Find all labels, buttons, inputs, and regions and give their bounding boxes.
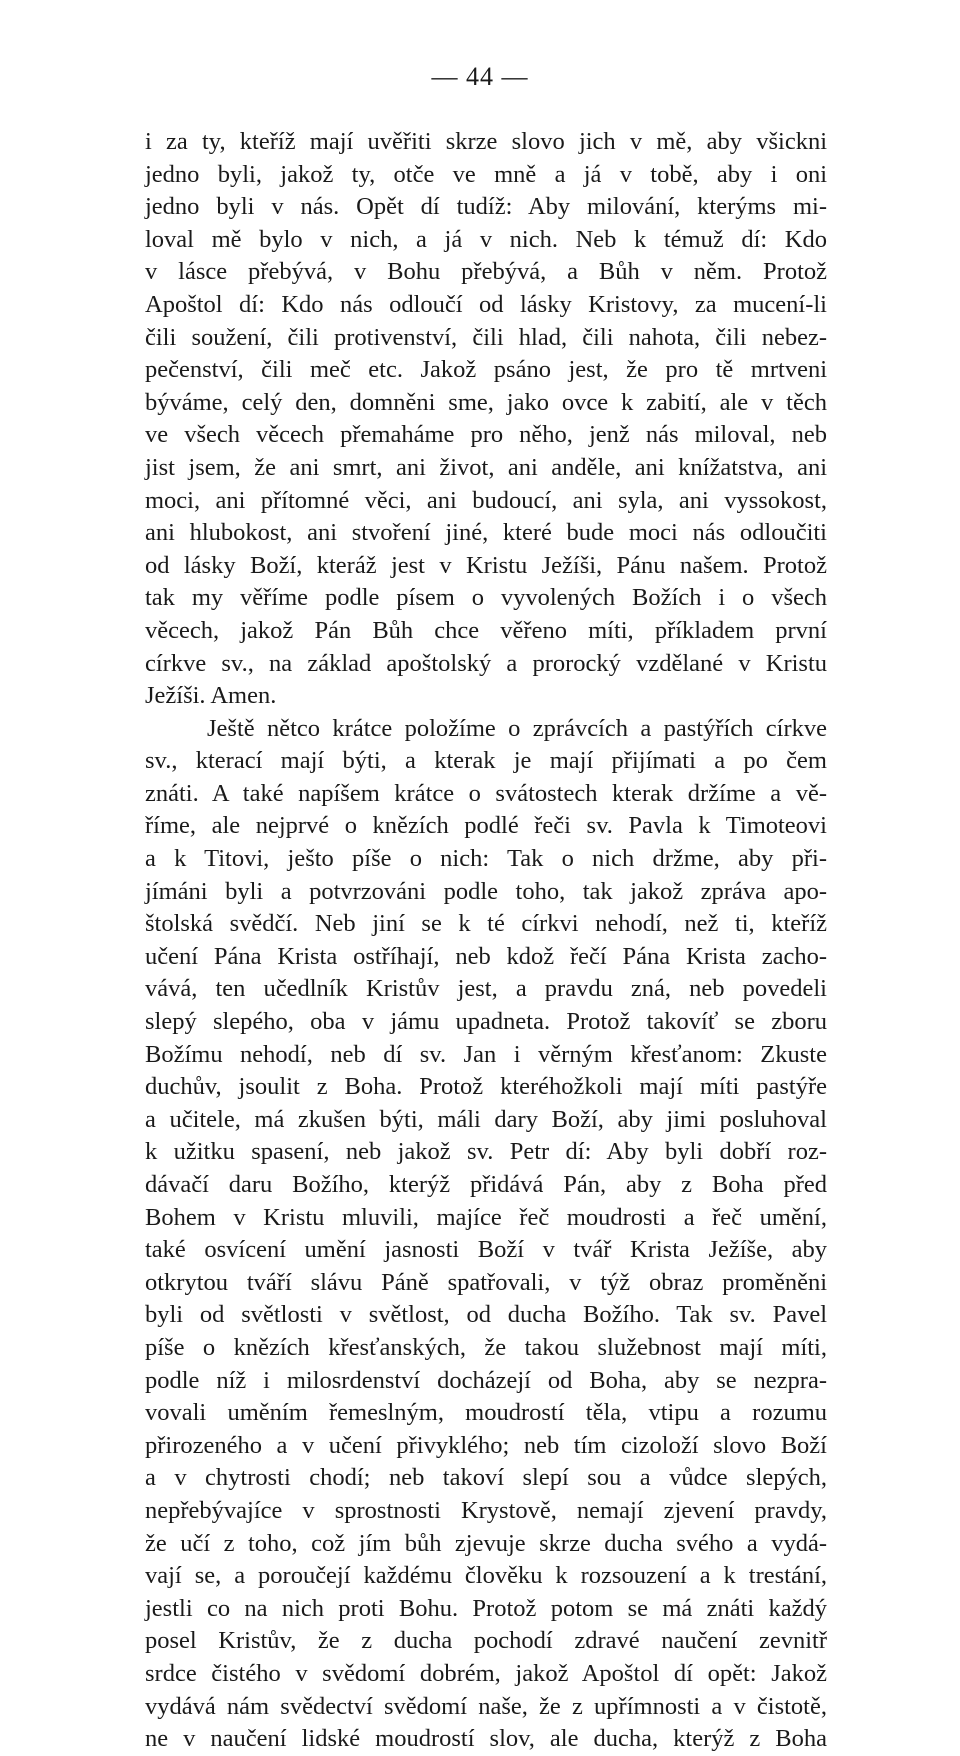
text-line: k užitku spasení, neb jakož sv. Petr dí: Aby byli dobří roz-: [145, 1138, 827, 1166]
text-line: podle níž i milosrdenství docházejí od Boha, aby se nezpra-: [145, 1366, 827, 1394]
text-line: věcech, jakož Pán Bůh chce věřeno míti, příkladem první: [145, 616, 827, 644]
text-line: od lásky Boží, kteráž jest v Kristu Ježíši, Pánu našem. Protož: [145, 551, 827, 579]
text-line: dávačí daru Božího, kterýž přidává Pán, aby z Boha před: [145, 1171, 827, 1198]
text-line: a k Titovi, ješto píše o nich: Tak o nich držme, aby při-: [145, 845, 827, 873]
text-line: jestli co na nich proti Bohu. Protož potom se má znáti každý: [145, 1594, 827, 1622]
text-line: nepřebývajíce v sprostnosti Krystově, nemají zjevení pravdy,: [145, 1496, 827, 1524]
text-line: čili soužení, čili protivenství, čili hlad, čili nahota, čili nebez-: [145, 323, 827, 351]
text-line: posel Kristův, že z ducha pochodí zdravé naučení zevnitř: [145, 1627, 827, 1655]
text-line: duchův, jsoulit z Boha. Protož kteréhožkoli mají míti pastýře: [145, 1073, 827, 1101]
text-line: Božímu nehodí, neb dí sv. Jan i věrným křesťanom: Zkuste: [145, 1040, 827, 1068]
text-line: Bohem v Kristu mluvili, majíce řeč moudrosti a řeč umění,: [145, 1203, 827, 1231]
text-line: že učí z toho, což jím bůh zjevuje skrze ducha svého a vydá-: [145, 1529, 827, 1557]
text-line: učení Pána Krista ostříhají, neb kdož řečí Pána Krista zacho-: [145, 942, 827, 970]
text-line: Ještě nětco krátce položíme o zprávcích a pastýřích církve: [207, 714, 827, 742]
text-line: ve všech věcech přemaháme pro něho, jenž nás miloval, neb: [145, 421, 827, 449]
text-line: jímáni byli a potvrzováni podle toho, tak jakož zpráva apo-: [145, 877, 827, 905]
text-line: přirozeného a v učení přivyklého; neb tím cizoloží slovo Boží: [145, 1431, 827, 1459]
text-line: vovali uměním řemeslným, moudrostí těla, vtipu a rozumu: [145, 1399, 827, 1427]
text-line: vají se, a poroučejí každému člověku k rozsouzení a k trestání,: [145, 1562, 827, 1590]
body-text: [145, 126, 827, 1756]
text-line: znáti. A také napíšem krátce o svátostech kterak držíme a vě-: [145, 779, 827, 807]
text-line: moci, ani přítomné věci, ani budoucí, ani syla, ani vyssokost,: [145, 486, 827, 514]
text-line: býváme, celý den, domněni sme, jako ovce k zabití, ale v těch: [145, 388, 827, 416]
text-line: jist jsem, že ani smrt, ani život, ani anděle, ani knížatstva, ani: [145, 453, 827, 481]
text-line: ne v naučení lidské moudrostí slov, ale ducha, kterýž z Boha: [145, 1725, 827, 1753]
text-line: štolská svědčí. Neb jiní se k té církvi nehodí, než ti, kteříž: [145, 910, 827, 938]
text-line: a učitele, má zkušen býti, máli dary Boží, aby jimi posluhoval: [145, 1105, 827, 1133]
text-line: v lásce přebývá, v Bohu přebývá, a Bůh v něm. Protož: [145, 258, 827, 286]
text-line: Apoštol dí: Kdo nás odloučí od lásky Kristovy, za mucení-li: [145, 290, 827, 318]
text-line: jedno byli v nás. Opět dí tudíž: Aby milování, kterýms mi-: [145, 193, 827, 221]
text-line: také osvícení umění jasnosti Boží v tvář Krista Ježíše, aby: [145, 1236, 827, 1264]
text-line: i za ty, kteříž mají uvěřiti skrze slovo jich v mě, aby všickni: [145, 128, 827, 155]
text-line: píše o knězích křesťanských, že takou služebnost mají míti,: [145, 1333, 827, 1361]
text-line: otkrytou tváří slávu Páně spatřovali, v týž obraz proměněni: [145, 1268, 827, 1296]
text-line: byli od světlosti v světlost, od ducha Božího. Tak sv. Pavel: [145, 1301, 827, 1329]
page-number: — 44 —: [431, 62, 529, 91]
text-line: pečenství, čili meč etc. Jakož psáno jest, že pro tě mrtveni: [145, 356, 827, 384]
text-line: Ježíši. Amen.: [145, 682, 277, 710]
text-line: říme, ale nejprvé o knězích podlé řeči sv. Pavla k Timoteovi: [145, 812, 827, 840]
text-line: srdce čistého v svědomí dobrém, jakož Apoštol dí opět: Jakož: [145, 1659, 827, 1687]
text-line: církve sv., na základ apoštolský a prorocký vzdělané v Kristu: [145, 649, 827, 677]
text-line: a v chytrosti chodí; neb takoví slepí sou a vůdce slepých,: [145, 1464, 827, 1492]
text-line: slepý slepého, oba v jámu upadneta. Protož takovíť se zboru: [145, 1008, 827, 1036]
text-line: sv., kterací mají býti, a kterak je mají přijímati a po čem: [145, 747, 827, 775]
text-line: vává, ten učedlník Kristův jest, a pravdu zná, neb povedeli: [145, 975, 827, 1003]
text-line: tak my věříme podle písem o vyvolených Božích i o všech: [145, 584, 827, 612]
text-line: jedno byli, jakož ty, otče ve mně a já v tobě, aby i oni: [145, 160, 827, 188]
text-line: ani hlubokost, ani stvoření jiné, které bude moci nás odloučiti: [145, 519, 827, 547]
text-line: vydává nám svědectví svědomí naše, že z upřímnosti a v čistotě,: [145, 1692, 827, 1720]
text-line: loval mě bylo v nich, a já v nich. Neb k témuž dí: Kdo: [145, 225, 827, 253]
